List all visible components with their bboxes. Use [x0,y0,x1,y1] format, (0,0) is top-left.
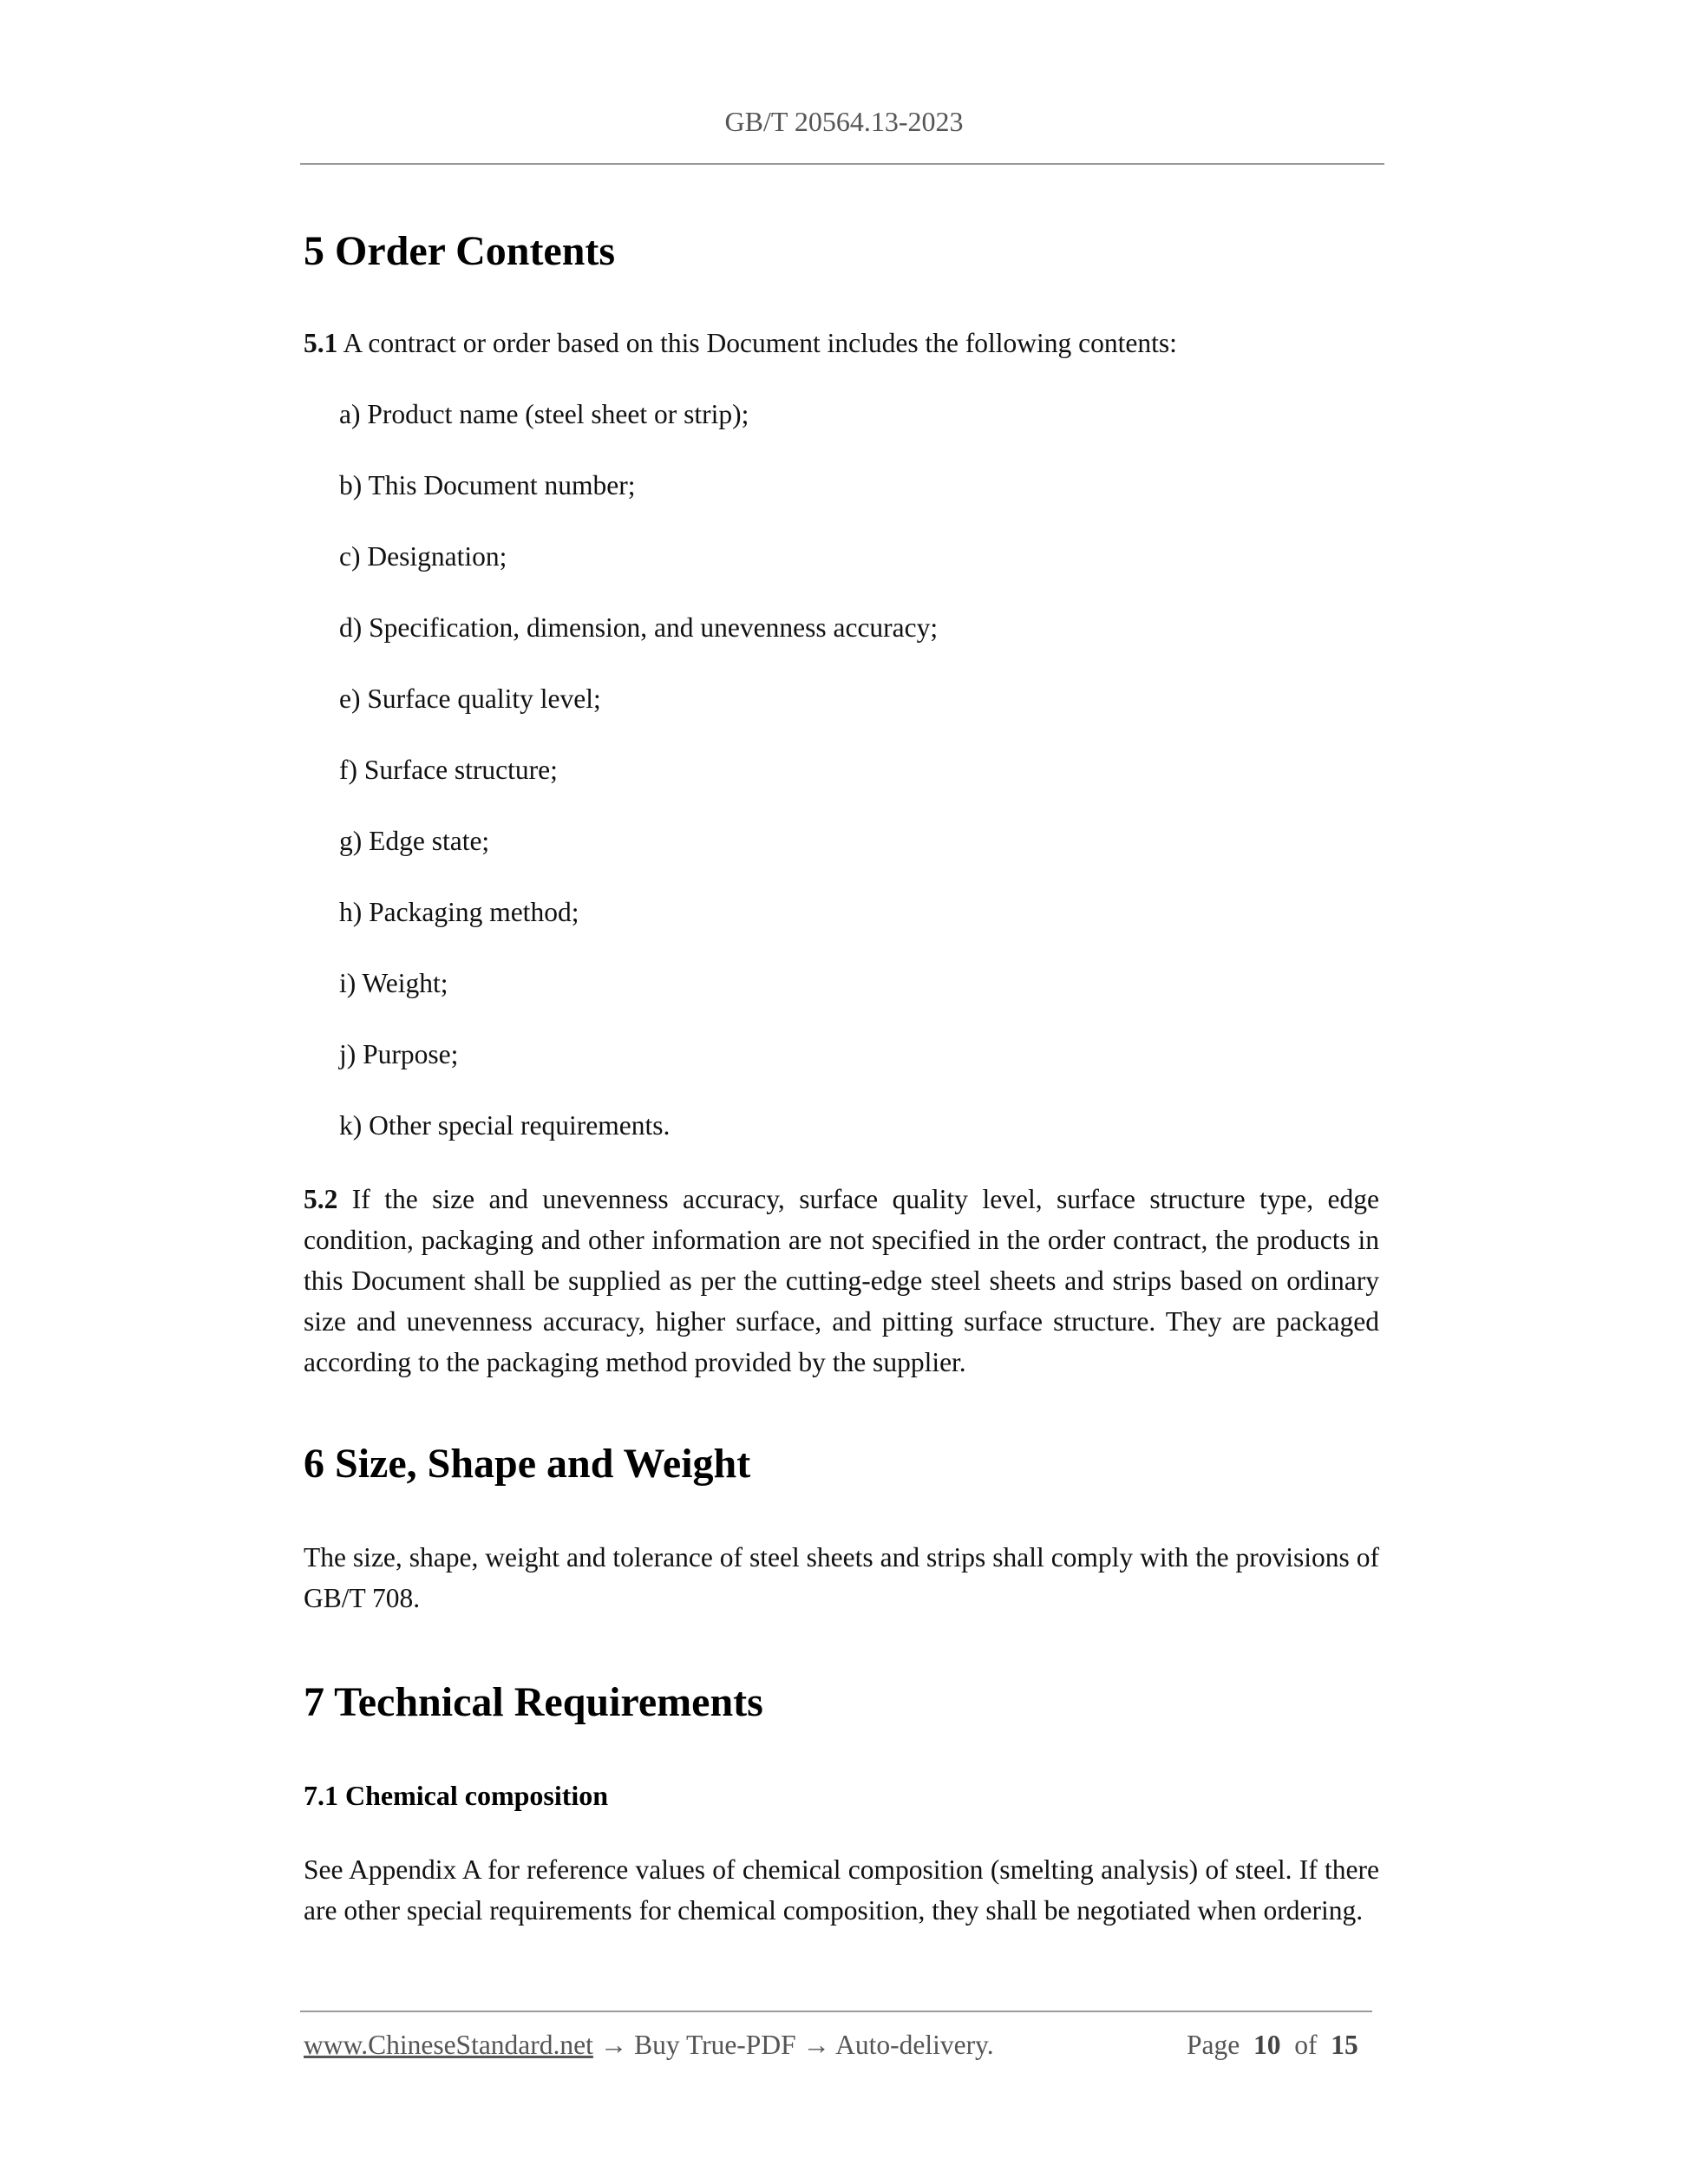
header-divider [300,163,1384,165]
site-link[interactable]: www.ChineseStandard.net [304,2030,593,2060]
clause-5-1-text: A contract or order based on this Document includes the following contents: [337,328,1177,358]
list-item-f: f) Surface structure; [339,755,558,785]
section-7-heading: 7 Technical Requirements [304,1679,763,1725]
list-item-g: g) Edge state; [339,826,490,856]
section-5-heading: 5 Order Contents [304,228,616,274]
document-header-id: GB/T 20564.13-2023 [724,106,964,137]
list-item-j: j) Purpose; [339,1039,459,1069]
footer-divider [300,2011,1372,2012]
clause-5-2-text: If the size and unevenness accuracy, surface quality level, surface structure type, edge condition, packaging and other information are not specified in the order contract, the products in this Document shall be supplied as per the cutting-edge steel sheets and strips based on ordinary size and unevenness accuracy, higher surface, and pitting surface structure. They are packaged according to the packaging method provided by the supplier. [304,1184,1379,1377]
of-label: of [1294,2030,1318,2060]
list-item-d: d) Specification, dimension, and unevenness accuracy; [339,612,939,643]
footer-promo [304,2030,994,2061]
clause-5-2 [304,1179,1379,1383]
list-item-e: e) Surface quality level; [339,683,601,714]
clause-5-1-number: 5.1 [304,328,338,358]
page-label: Page [1187,2030,1240,2060]
clause-5-2-number: 5.2 [304,1184,338,1214]
page-total: 15 [1331,2030,1358,2060]
page-indicator [1187,2030,1358,2061]
section-6-text: The size, shape, weight and tolerance of steel sheets and strips shall comply with the provisions of GB/T 708. [304,1542,1379,1613]
subsection-7-1-text: See Appendix A for reference values of chemical composition (smelting analysis) of steel. If there are other special requirements for chemical composition, they shall be negotiated when ordering. [304,1854,1379,1926]
list-item-h: h) Packaging method; [339,897,579,927]
list-item-k: k) Other special requirements. [339,1110,671,1141]
list-item-b: b) This Document number; [339,470,636,500]
page-current: 10 [1253,2030,1281,2060]
clause-5-1 [304,323,1379,363]
list-item-c: c) Designation; [339,541,507,572]
arrow-right-icon: → [795,2030,836,2060]
list-item-a: a) Product name (steel sheet or strip); [339,399,749,429]
arrow-right-icon: → [592,2030,635,2060]
section-6-heading: 6 Size, Shape and Weight [304,1441,751,1487]
buy-true-pdf-text: Buy True-PDF [634,2030,796,2060]
subsection-7-1-heading: 7.1 Chemical composition [304,1780,609,1811]
list-item-i: i) Weight; [339,968,448,998]
auto-delivery-text: Auto-delivery. [835,2030,994,2060]
